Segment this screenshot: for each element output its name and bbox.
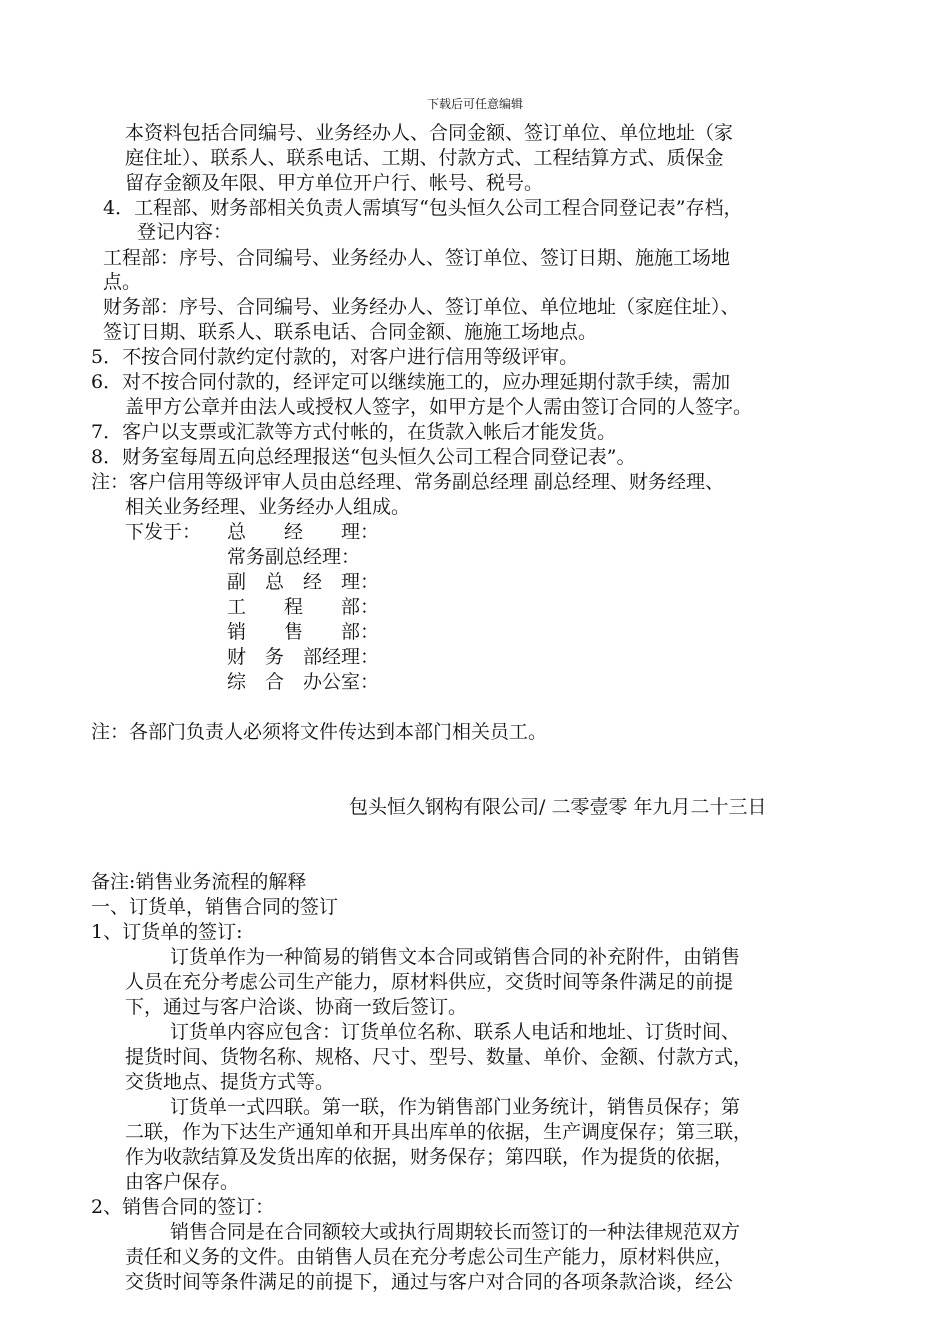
text-line: 作为收款结算及发货出库的依据，财务保存；第四联，作为提货的依据， — [125, 1146, 734, 1168]
text-line: 交货时间等条件满足的前提下，通过与客户对合同的各项条款洽谈，经公 — [125, 1271, 734, 1293]
distribution-item: 常务副总经理： — [227, 546, 361, 568]
text-line: 6．对不按合同付款的，经评定可以继续施工的，应办理延期付款手续，需加 — [91, 371, 731, 393]
distribution-item: 总 经 理： — [227, 521, 380, 543]
subsection-heading: 2、销售合同的签订： — [91, 1196, 275, 1218]
text-line: 留存金额及年限、甲方单位开户行、帐号、税号。 — [125, 172, 544, 194]
text-line: 庭住址）、联系人、联系电话、工期、付款方式、工程结算方式、质保金 — [125, 147, 724, 169]
text-line: 注：各部门负责人必须将文件传达到本部门相关员工。 — [91, 721, 548, 743]
text-line: 签订日期、联系人、联系电话、合同金额、施施工场地点。 — [103, 321, 598, 343]
text-line: 4．工程部、财务部相关负责人需填写“包头恒久公司工程合同登记表”存档， — [103, 197, 743, 219]
section-title: 备注:销售业务流程的解释 — [91, 871, 307, 893]
text-line: 5．不按合同付款约定付款的，对客户进行信用等级评审。 — [91, 346, 579, 368]
text-line: 人员在充分考虑公司生产能力，原材料供应，交货时间等条件满足的前提 — [125, 971, 734, 993]
text-line: 相关业务经理、业务经办人组成。 — [125, 496, 411, 518]
text-line: 工程部：序号、合同编号、业务经办人、签订单位、签订日期、施施工场地 — [103, 247, 731, 269]
text-line: 提货时间、货物名称、规格、尺寸、型号、数量、单价、金额、付款方式， — [125, 1046, 753, 1068]
page-header-note: 下载后可任意编辑 — [426, 97, 523, 111]
text-line: 销售合同是在合同额较大或执行周期较长而签订的一种法律规范双方 — [170, 1221, 741, 1243]
text-line: 7．客户以支票或汇款等方式付帐的，在货款入帐后才能发货。 — [91, 421, 617, 443]
distribution-item: 销 售 部： — [227, 621, 380, 643]
text-line: 登记内容： — [137, 221, 233, 243]
text-line: 盖甲方公章并由法人或授权人签字，如甲方是个人需由签订合同的人签字。 — [125, 396, 753, 418]
text-line: 二联，作为下达生产通知单和开具出库单的依据，生产调度保存；第三联， — [125, 1121, 753, 1143]
text-line: 责任和义务的文件。由销售人员在充分考虑公司生产能力，原材料供应， — [125, 1246, 734, 1268]
text-line: 订货单一式四联。第一联，作为销售部门业务统计，销售员保存；第 — [170, 1096, 741, 1118]
text-line: 由客户保存。 — [125, 1171, 240, 1193]
distribution-label: 下发于： — [125, 521, 202, 543]
text-line: 财务部：序号、合同编号、业务经办人、签订单位、单位地址（家庭住址）、 — [103, 296, 740, 318]
text-line: 订货单内容应包含：订货单位名称、联系人电话和地址、订货时间、 — [170, 1021, 741, 1043]
text-line: 8．财务室每周五向总经理报送“包头恒久公司工程合同登记表”。 — [91, 446, 636, 468]
text-line: 订货单作为一种简易的销售文本合同或销售合同的补充附件，由销售 — [170, 946, 741, 968]
text-line: 交货地点、提货方式等。 — [125, 1071, 335, 1093]
distribution-item: 财 务 部经理： — [227, 646, 380, 668]
text-line: 本资料包括合同编号、业务经办人、合同金额、签订单位、单位地址（家 — [125, 122, 734, 144]
text-line: 注：客户信用等级评审人员由总经理、常务副总经理 副总经理、财务经理、 — [91, 471, 725, 493]
distribution-item: 综 合 办公室： — [227, 671, 380, 693]
section-heading: 一、订货单，销售合同的签订 — [91, 896, 339, 918]
subsection-heading: 1、订货单的签订: — [91, 921, 243, 943]
distribution-item: 工 程 部： — [227, 596, 380, 618]
text-line: 点。 — [103, 271, 142, 293]
distribution-item: 副 总 经 理： — [227, 571, 380, 593]
signature-date: 包头恒久钢构有限公司/ 二零壹零 年九月二十三日 — [349, 796, 767, 818]
text-line: 下，通过与客户洽谈、协商一致后签订。 — [125, 996, 468, 1018]
